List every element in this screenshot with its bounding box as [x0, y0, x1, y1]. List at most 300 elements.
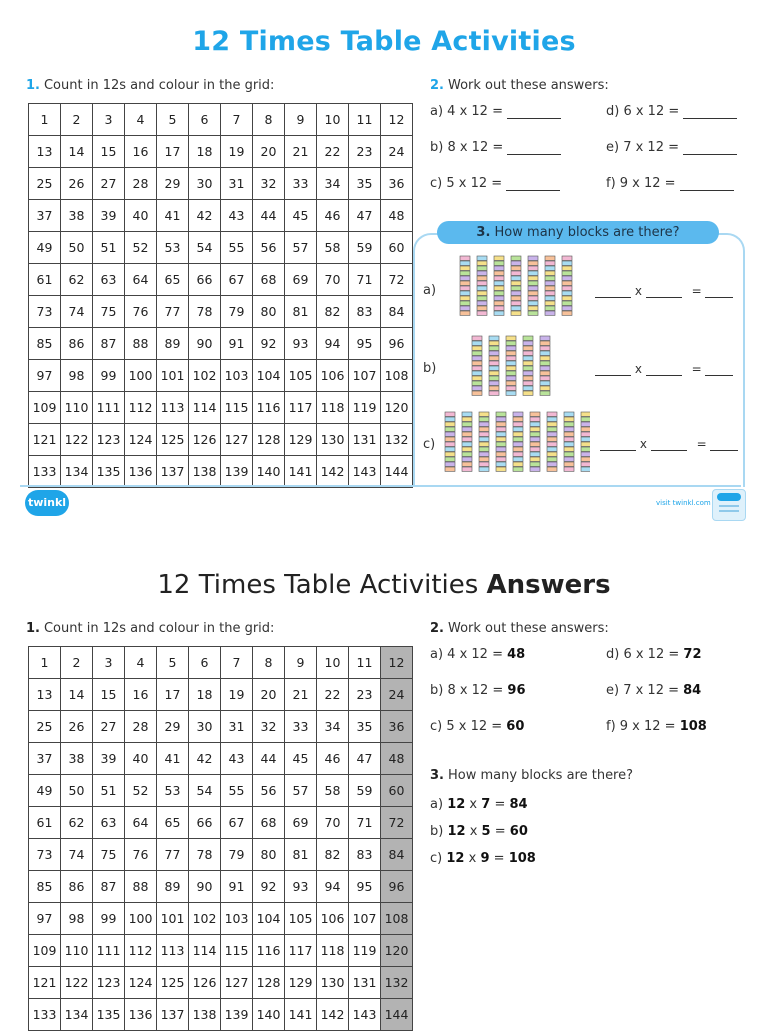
grid-cell[interactable]: 25	[29, 168, 61, 200]
grid-cell[interactable]: 58	[317, 232, 349, 264]
grid-cell[interactable]: 52	[125, 232, 157, 264]
block	[547, 457, 557, 461]
grid-cell[interactable]: 22	[317, 136, 349, 168]
grid-cell[interactable]: 46	[317, 200, 349, 232]
grid-cell: 1	[29, 647, 61, 679]
grid-cell[interactable]: 35	[349, 168, 381, 200]
grid-cell[interactable]: 11	[349, 104, 381, 136]
grid-cell[interactable]: 73	[29, 296, 61, 328]
grid-cell: 89	[157, 871, 189, 903]
grid-cell[interactable]: 94	[317, 328, 349, 360]
block	[506, 351, 516, 355]
grid-cell[interactable]: 96	[381, 328, 413, 360]
grid-cell[interactable]: 120	[381, 392, 413, 424]
block	[460, 291, 470, 295]
grid-cell[interactable]: 125	[157, 424, 189, 456]
block	[496, 427, 506, 431]
answer-3c	[430, 851, 536, 866]
grid-cell[interactable]: 99	[93, 360, 125, 392]
block	[540, 356, 550, 360]
grid-cell: 15	[93, 679, 125, 711]
block	[445, 422, 455, 426]
grid-cell[interactable]: 5	[157, 104, 189, 136]
grid-cell: 134	[61, 999, 93, 1031]
grid-cell[interactable]: 18	[189, 136, 221, 168]
visit-link[interactable]: visit twinkl.com	[656, 499, 711, 507]
grid-cell[interactable]: 59	[349, 232, 381, 264]
block	[528, 286, 538, 290]
block	[496, 447, 506, 451]
block	[477, 256, 487, 260]
grid-cell: 16	[125, 679, 157, 711]
grid-cell[interactable]: 84	[381, 296, 413, 328]
grid-cell: 75	[93, 839, 125, 871]
block	[479, 417, 489, 421]
block	[496, 422, 506, 426]
factor-b: 7	[481, 797, 491, 812]
grid-cell: 34	[317, 711, 349, 743]
block	[581, 462, 590, 466]
grid-cell: 25	[29, 711, 61, 743]
grid-cell[interactable]: 48	[381, 200, 413, 232]
question-label: e) 7 x 12 =	[606, 683, 679, 698]
block	[462, 452, 472, 456]
grid-cell[interactable]: 92	[253, 328, 285, 360]
block	[511, 271, 521, 275]
grid-cell[interactable]: 80	[253, 296, 285, 328]
block	[513, 467, 523, 471]
grid-cell: 129	[285, 967, 317, 999]
answer-blank[interactable]	[683, 142, 737, 155]
grid-cell[interactable]: 138	[189, 456, 221, 488]
grid-cell[interactable]: 109	[29, 392, 61, 424]
grid-cell[interactable]: 15	[93, 136, 125, 168]
block	[494, 286, 504, 290]
block	[545, 276, 555, 280]
grid-cell[interactable]: 139	[221, 456, 253, 488]
question-label: a) 4 x 12 =	[430, 647, 503, 662]
grid-cell[interactable]: 127	[221, 424, 253, 456]
grid-cell[interactable]: 55	[221, 232, 253, 264]
grid-cell[interactable]: 131	[349, 424, 381, 456]
block	[540, 366, 550, 370]
grid-cell[interactable]: 69	[285, 264, 317, 296]
block	[513, 427, 523, 431]
grid-cell[interactable]: 79	[221, 296, 253, 328]
grid-cell: 78	[189, 839, 221, 871]
block	[479, 427, 489, 431]
grid-cell[interactable]: 7	[221, 104, 253, 136]
grid-cell[interactable]: 137	[157, 456, 189, 488]
grid-cell[interactable]: 9	[285, 104, 317, 136]
grid-row	[29, 839, 413, 871]
grid-cell[interactable]: 121	[29, 424, 61, 456]
grid-cell[interactable]: 50	[61, 232, 93, 264]
grid-cell[interactable]: 75	[93, 296, 125, 328]
grid-cell: 38	[61, 743, 93, 775]
grid-cell[interactable]: 142	[317, 456, 349, 488]
grid-cell[interactable]: 101	[157, 360, 189, 392]
grid-cell[interactable]: 119	[349, 392, 381, 424]
block	[564, 432, 574, 436]
grid-cell[interactable]: 66	[189, 264, 221, 296]
grid-cell[interactable]: 143	[349, 456, 381, 488]
grid-cell: 101	[157, 903, 189, 935]
question-label: a) 4 x 12 =	[430, 104, 503, 119]
grid-cell[interactable]: 77	[157, 296, 189, 328]
twinkl-logo: twinkl	[25, 490, 69, 516]
block	[506, 376, 516, 380]
block	[445, 462, 455, 466]
grid-cell[interactable]: 16	[125, 136, 157, 168]
grid-cell[interactable]: 8	[253, 104, 285, 136]
block	[506, 366, 516, 370]
grid-cell: 66	[189, 807, 221, 839]
grid-cell[interactable]: 112	[125, 392, 157, 424]
grid-cell[interactable]: 141	[285, 456, 317, 488]
answer-blank[interactable]	[600, 439, 636, 451]
grid-cell[interactable]: 104	[253, 360, 285, 392]
grid-cell[interactable]: 111	[93, 392, 125, 424]
block	[547, 442, 557, 446]
grid-cell: 28	[125, 711, 157, 743]
grid-cell: 54	[189, 775, 221, 807]
grid-cell[interactable]: 87	[93, 328, 125, 360]
grid-cell[interactable]: 29	[157, 168, 189, 200]
grid-cell[interactable]: 91	[221, 328, 253, 360]
grid-cell[interactable]: 63	[93, 264, 125, 296]
answer-blank[interactable]	[595, 286, 631, 298]
block	[540, 381, 550, 385]
grid-cell[interactable]: 93	[285, 328, 317, 360]
grid-cell[interactable]: 39	[93, 200, 125, 232]
block	[462, 447, 472, 451]
grid-cell[interactable]: 21	[285, 136, 317, 168]
grid-cell[interactable]: 60	[381, 232, 413, 264]
block	[460, 311, 470, 315]
grid-cell: 56	[253, 775, 285, 807]
grid-cell[interactable]: 6	[189, 104, 221, 136]
grid-cell[interactable]: 65	[157, 264, 189, 296]
grid-cell[interactable]: 43	[221, 200, 253, 232]
grid-cell: 68	[253, 807, 285, 839]
block	[581, 452, 590, 456]
block	[477, 271, 487, 275]
grid-row	[29, 392, 413, 424]
grid-cell[interactable]: 57	[285, 232, 317, 264]
grid-cell[interactable]: 129	[285, 424, 317, 456]
block	[506, 341, 516, 345]
grid-cell[interactable]: 102	[189, 360, 221, 392]
grid-cell[interactable]: 31	[221, 168, 253, 200]
question-2a	[430, 104, 561, 119]
grid-cell[interactable]: 72	[381, 264, 413, 296]
grid-cell[interactable]: 123	[93, 424, 125, 456]
grid-row	[29, 935, 413, 967]
grid-cell[interactable]: 1	[29, 104, 61, 136]
grid-cell[interactable]: 3	[93, 104, 125, 136]
grid-row	[29, 711, 413, 743]
block	[540, 336, 550, 340]
block	[523, 391, 533, 395]
block	[545, 311, 555, 315]
grid-cell[interactable]: 38	[61, 200, 93, 232]
grid-cell: 41	[157, 743, 189, 775]
grid-cell[interactable]: 19	[221, 136, 253, 168]
block	[494, 266, 504, 270]
grid-cell[interactable]: 67	[221, 264, 253, 296]
grid-cell[interactable]: 134	[61, 456, 93, 488]
grid-cell: 60	[381, 775, 413, 807]
grid-cell[interactable]: 133	[29, 456, 61, 488]
block	[564, 447, 574, 451]
answer-blank[interactable]	[683, 106, 737, 119]
hundred-grid[interactable]	[28, 103, 413, 488]
grid-cell[interactable]: 62	[61, 264, 93, 296]
block	[477, 276, 487, 280]
answer-blank[interactable]	[710, 439, 738, 451]
block	[479, 462, 489, 466]
answer-blank[interactable]	[595, 364, 631, 376]
block	[511, 281, 521, 285]
grid-cell[interactable]: 41	[157, 200, 189, 232]
grid-cell[interactable]: 126	[189, 424, 221, 456]
grid-cell[interactable]: 14	[61, 136, 93, 168]
block	[445, 417, 455, 421]
block	[581, 447, 590, 451]
grid-cell[interactable]: 135	[93, 456, 125, 488]
grid-cell[interactable]: 114	[189, 392, 221, 424]
block	[494, 306, 504, 310]
grid-cell[interactable]: 36	[381, 168, 413, 200]
answer-blank[interactable]	[680, 178, 734, 191]
grid-cell[interactable]: 45	[285, 200, 317, 232]
grid-cell[interactable]: 108	[381, 360, 413, 392]
question-number: 2.	[430, 621, 444, 636]
grid-cell[interactable]: 4	[125, 104, 157, 136]
grid-cell[interactable]: 20	[253, 136, 285, 168]
grid-cell: 96	[381, 871, 413, 903]
grid-cell[interactable]: 51	[93, 232, 125, 264]
block-tower	[494, 256, 504, 315]
grid-cell[interactable]: 107	[349, 360, 381, 392]
block	[479, 437, 489, 441]
grid-cell[interactable]: 118	[317, 392, 349, 424]
title-text: 12 Times Table Activities	[157, 570, 479, 600]
block	[506, 356, 516, 360]
answer-blank[interactable]	[507, 142, 561, 155]
block	[540, 346, 550, 350]
grid-cell[interactable]: 81	[285, 296, 317, 328]
question-2e	[606, 140, 737, 155]
grid-row	[29, 296, 413, 328]
grid-cell: 92	[253, 871, 285, 903]
grid-cell: 84	[381, 839, 413, 871]
grid-cell[interactable]: 32	[253, 168, 285, 200]
grid-cell[interactable]: 10	[317, 104, 349, 136]
grid-cell[interactable]: 106	[317, 360, 349, 392]
grid-cell[interactable]: 128	[253, 424, 285, 456]
grid-cell[interactable]: 89	[157, 328, 189, 360]
grid-cell: 61	[29, 807, 61, 839]
grid-cell: 2	[61, 647, 93, 679]
grid-cell[interactable]: 42	[189, 200, 221, 232]
block	[530, 417, 540, 421]
answer-blank[interactable]	[507, 106, 561, 119]
block	[472, 341, 482, 345]
block	[513, 437, 523, 441]
grid-cell[interactable]: 30	[189, 168, 221, 200]
grid-cell[interactable]: 68	[253, 264, 285, 296]
grid-cell[interactable]: 140	[253, 456, 285, 488]
grid-cell[interactable]: 124	[125, 424, 157, 456]
grid-cell[interactable]: 113	[157, 392, 189, 424]
grid-cell: 119	[349, 935, 381, 967]
grid-cell[interactable]: 110	[61, 392, 93, 424]
block	[445, 412, 455, 416]
grid-cell: 99	[93, 903, 125, 935]
grid-cell[interactable]: 34	[317, 168, 349, 200]
block	[528, 266, 538, 270]
grid-cell: 52	[125, 775, 157, 807]
grid-cell[interactable]: 90	[189, 328, 221, 360]
grid-cell[interactable]: 17	[157, 136, 189, 168]
block	[523, 386, 533, 390]
grid-cell[interactable]: 47	[349, 200, 381, 232]
grid-cell[interactable]: 115	[221, 392, 253, 424]
grid-cell[interactable]: 97	[29, 360, 61, 392]
grid-cell[interactable]: 40	[125, 200, 157, 232]
block	[445, 427, 455, 431]
question-number: 1.	[26, 78, 40, 93]
answer-3a	[430, 797, 528, 812]
block	[547, 452, 557, 456]
block	[494, 281, 504, 285]
grid-cell[interactable]: 56	[253, 232, 285, 264]
block	[530, 447, 540, 451]
question-text: Count in 12s and colour in the grid:	[43, 78, 275, 93]
grid-cell[interactable]: 144	[381, 456, 413, 488]
grid-cell: 40	[125, 743, 157, 775]
grid-cell[interactable]: 98	[61, 360, 93, 392]
block	[564, 437, 574, 441]
grid-cell[interactable]: 33	[285, 168, 317, 200]
grid-cell[interactable]: 130	[317, 424, 349, 456]
grid-cell[interactable]: 26	[61, 168, 93, 200]
grid-cell[interactable]: 78	[189, 296, 221, 328]
block	[564, 467, 574, 471]
grid-row	[29, 775, 413, 807]
grid-cell[interactable]: 82	[317, 296, 349, 328]
grid-cell[interactable]: 136	[125, 456, 157, 488]
grid-cell[interactable]: 116	[253, 392, 285, 424]
block	[562, 296, 572, 300]
block	[477, 261, 487, 265]
grid-cell: 65	[157, 807, 189, 839]
grid-cell[interactable]: 27	[93, 168, 125, 200]
block-tower	[496, 412, 506, 471]
grid-cell[interactable]: 86	[61, 328, 93, 360]
grid-cell[interactable]: 88	[125, 328, 157, 360]
block-tower	[477, 256, 487, 315]
answers-question-3-heading	[430, 768, 633, 783]
grid-cell[interactable]: 71	[349, 264, 381, 296]
question-2-heading	[430, 78, 609, 93]
grid-cell[interactable]: 13	[29, 136, 61, 168]
grid-cell[interactable]: 2	[61, 104, 93, 136]
grid-cell: 37	[29, 743, 61, 775]
grid-cell[interactable]: 117	[285, 392, 317, 424]
grid-cell: 59	[349, 775, 381, 807]
grid-cell: 107	[349, 903, 381, 935]
grid-cell: 138	[189, 999, 221, 1031]
answer-blank[interactable]	[646, 286, 682, 298]
answer-blank[interactable]	[646, 364, 682, 376]
grid-cell: 69	[285, 807, 317, 839]
grid-row	[29, 360, 413, 392]
grid-cell[interactable]: 122	[61, 424, 93, 456]
answer-blank[interactable]	[705, 286, 733, 298]
block	[528, 276, 538, 280]
grid-cell[interactable]: 61	[29, 264, 61, 296]
block-tower	[513, 412, 523, 471]
block	[472, 386, 482, 390]
block	[581, 437, 590, 441]
grid-cell[interactable]: 53	[157, 232, 189, 264]
grid-cell[interactable]: 24	[381, 136, 413, 168]
answer-blank[interactable]	[651, 439, 687, 451]
grid-cell: 114	[189, 935, 221, 967]
block	[545, 296, 555, 300]
block	[477, 291, 487, 295]
grid-cell[interactable]: 23	[349, 136, 381, 168]
block	[581, 422, 590, 426]
grid-cell[interactable]: 28	[125, 168, 157, 200]
answer-value: 96	[507, 683, 526, 698]
grid-cell: 47	[349, 743, 381, 775]
grid-cell[interactable]: 70	[317, 264, 349, 296]
grid-cell[interactable]: 76	[125, 296, 157, 328]
grid-cell[interactable]: 132	[381, 424, 413, 456]
grid-cell[interactable]: 12	[381, 104, 413, 136]
grid-cell[interactable]: 103	[221, 360, 253, 392]
grid-cell: 131	[349, 967, 381, 999]
grid-cell: 14	[61, 679, 93, 711]
grid-cell[interactable]: 49	[29, 232, 61, 264]
block	[494, 276, 504, 280]
grid-cell: 97	[29, 903, 61, 935]
grid-cell[interactable]: 83	[349, 296, 381, 328]
answer-blank[interactable]	[705, 364, 733, 376]
grid-cell[interactable]: 37	[29, 200, 61, 232]
grid-cell[interactable]: 85	[29, 328, 61, 360]
grid-cell: 32	[253, 711, 285, 743]
grid-cell[interactable]: 64	[125, 264, 157, 296]
grid-cell[interactable]: 44	[253, 200, 285, 232]
grid-cell[interactable]: 100	[125, 360, 157, 392]
grid-cell[interactable]: 95	[349, 328, 381, 360]
block	[479, 442, 489, 446]
answer-blank[interactable]	[506, 178, 560, 191]
grid-cell: 50	[61, 775, 93, 807]
grid-cell[interactable]: 105	[285, 360, 317, 392]
grid-cell[interactable]: 74	[61, 296, 93, 328]
block-tower	[545, 256, 555, 315]
grid-cell: 143	[349, 999, 381, 1031]
grid-cell[interactable]: 54	[189, 232, 221, 264]
block	[489, 356, 499, 360]
block	[506, 381, 516, 385]
